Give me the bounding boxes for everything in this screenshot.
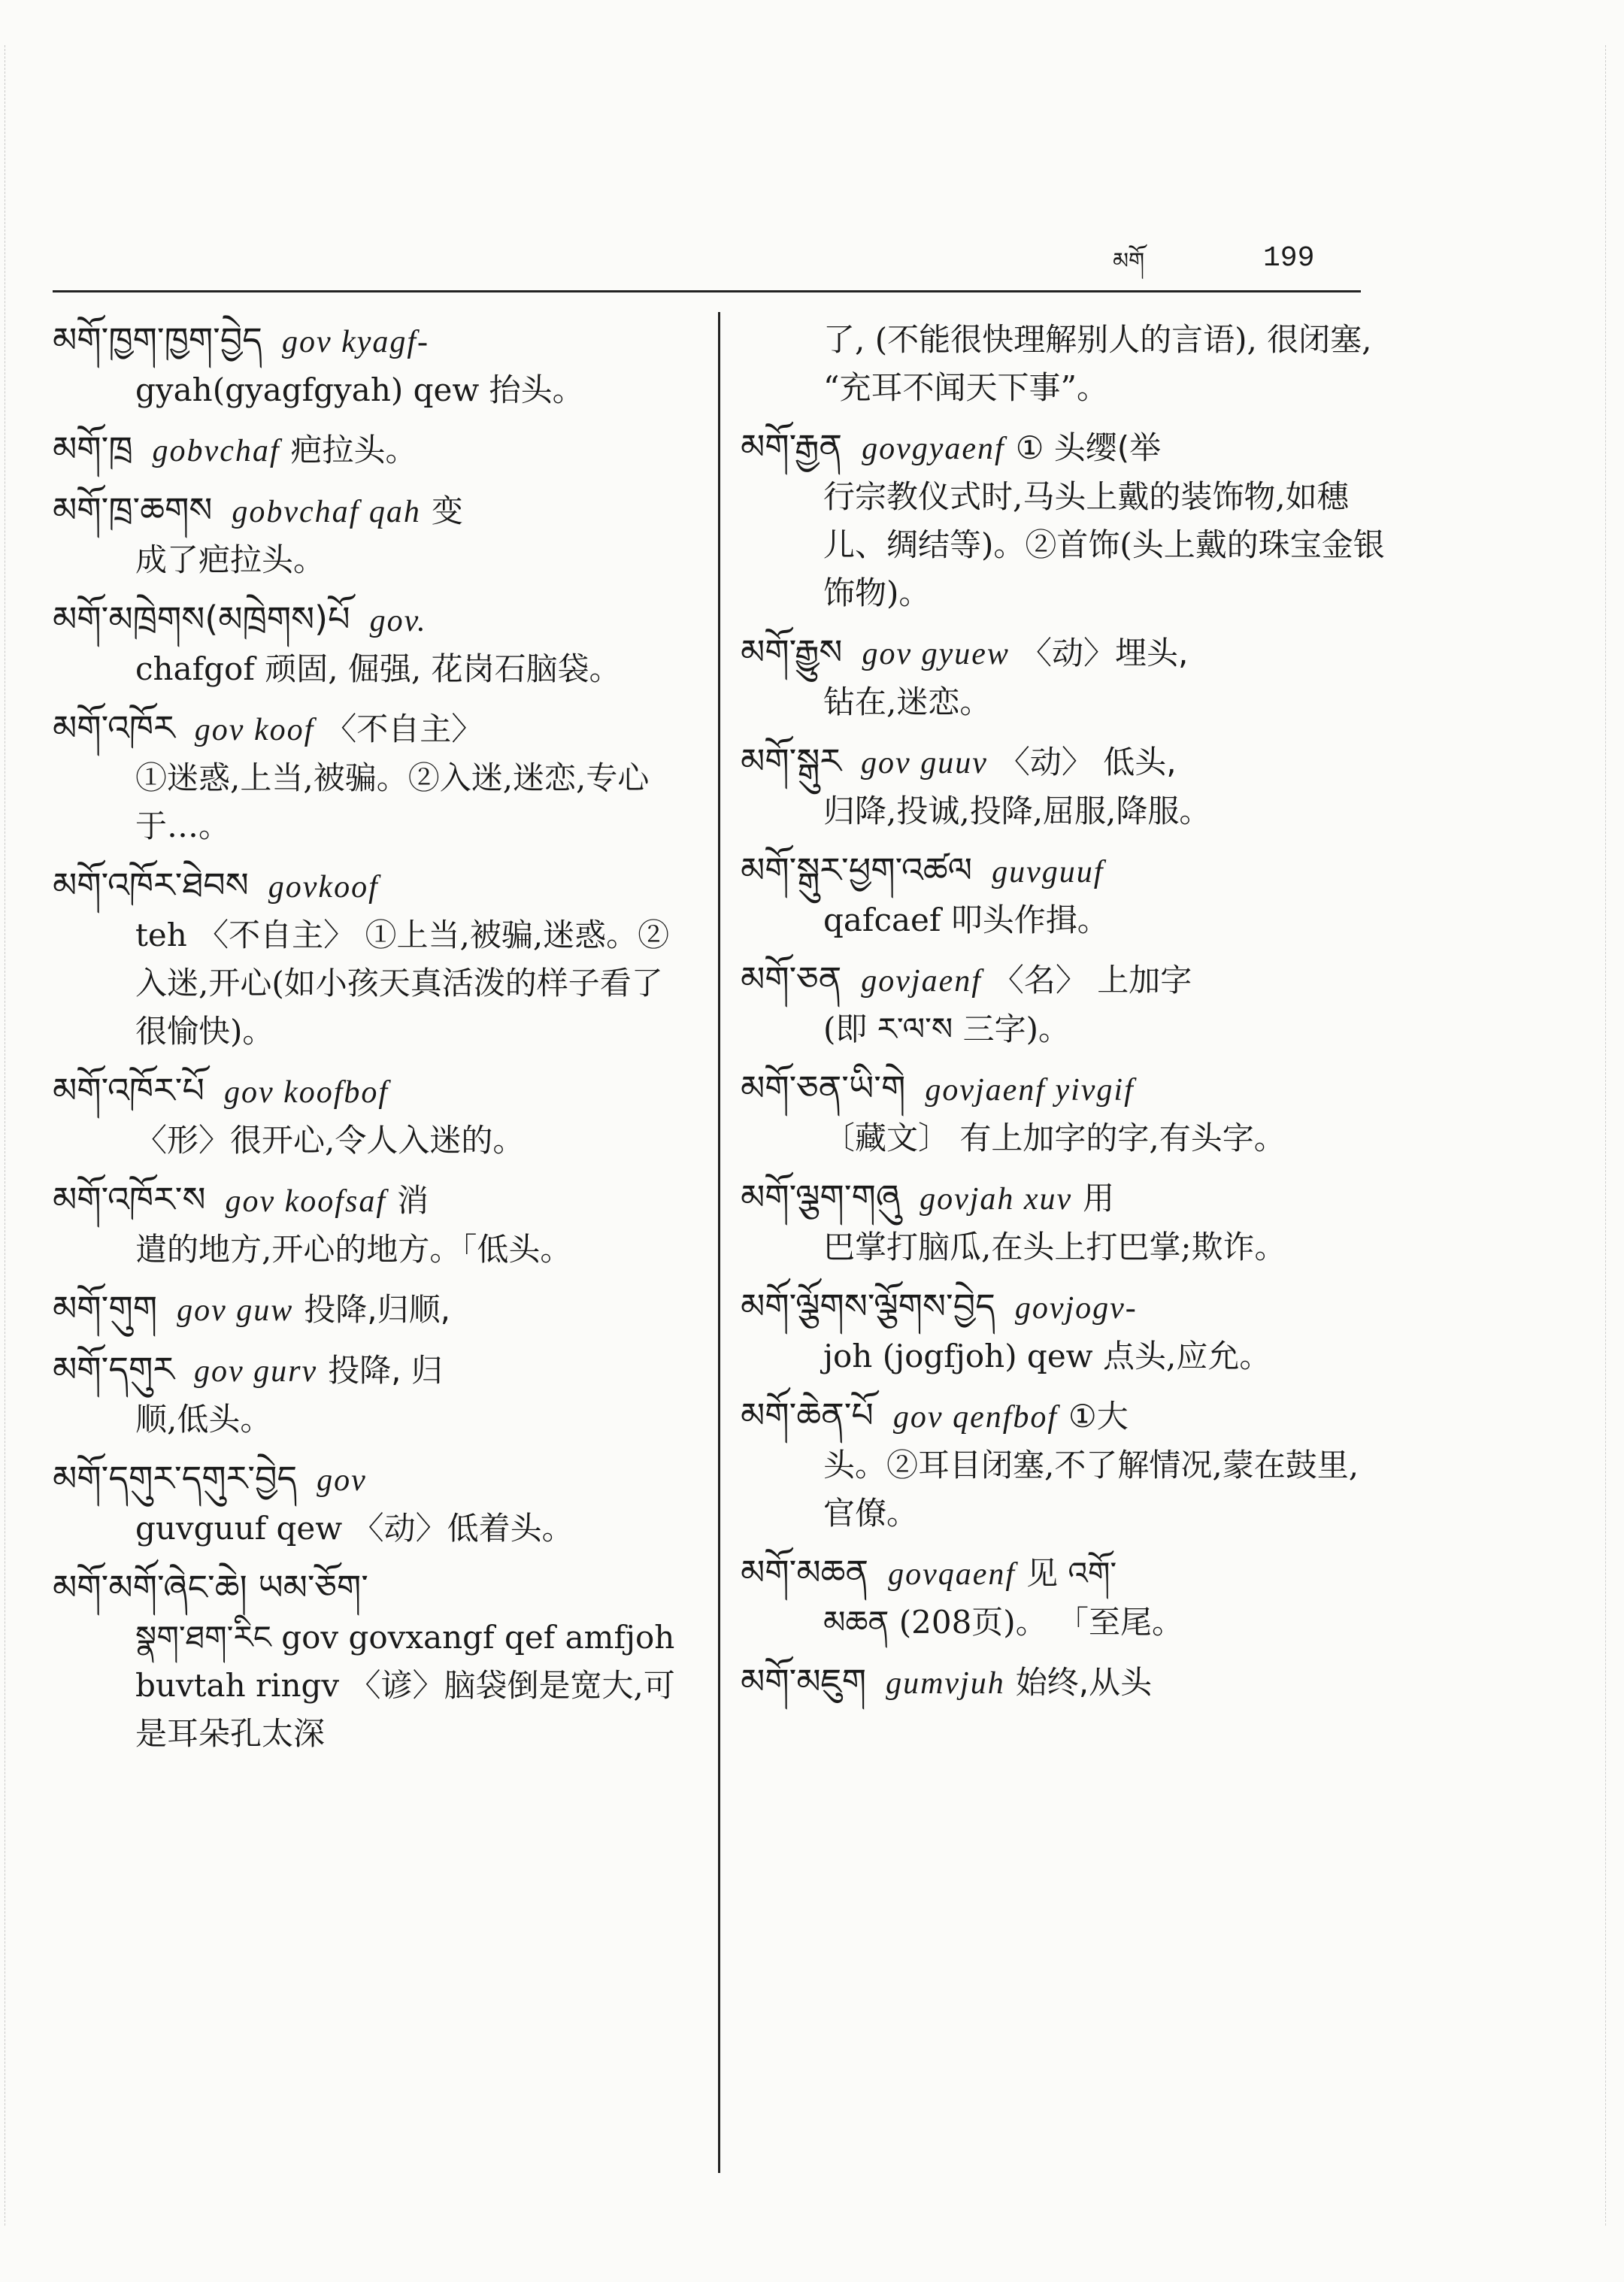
gloss: 见 འགོ་ bbox=[1026, 1555, 1117, 1592]
entry-body: guvguuf qew 〈动〉低着头。 bbox=[135, 1510, 574, 1547]
entry-body: 〔藏文〕 有上加字的字,有头字。 bbox=[823, 1120, 1286, 1156]
tibetan-headword: མགོ་ཅན་ཡི་གེ bbox=[741, 1068, 906, 1108]
tibetan-headword: མགོ་མཁྲེགས(མཁྲེགས)པོ bbox=[53, 599, 350, 639]
transliteration: govjaenf bbox=[861, 964, 982, 999]
entry-body: joh (jogfjoh) qew 点头,应允。 bbox=[823, 1338, 1271, 1374]
transliteration: gov koof bbox=[194, 713, 315, 747]
entry-body: 钻在,迷恋。 bbox=[823, 683, 992, 720]
continued-entry-text: 了, (不能很快理解别人的言语), 很闭塞, “充耳不闻天下事”。 bbox=[823, 321, 1372, 406]
gloss: 始终,从头 bbox=[1015, 1664, 1153, 1701]
transliteration: gov koofbof bbox=[223, 1075, 389, 1110]
entry-body: མཆན (208页)。 「至尾。 bbox=[823, 1604, 1184, 1641]
transliteration: gobvchaf bbox=[152, 434, 280, 468]
left-column bbox=[53, 316, 692, 1768]
dictionary-entry bbox=[53, 316, 692, 414]
dictionary-entry bbox=[741, 1173, 1387, 1271]
transliteration: govqaenf bbox=[888, 1557, 1017, 1592]
dictionary-entry bbox=[53, 486, 692, 584]
transliteration: gov gyuew bbox=[862, 637, 1010, 671]
transliteration: gobvchaf qah bbox=[232, 495, 421, 529]
transliteration: gov guw bbox=[177, 1293, 294, 1328]
transliteration: gov gurv bbox=[194, 1354, 318, 1389]
dictionary-entry bbox=[741, 1657, 1387, 1708]
dictionary-entry bbox=[741, 1391, 1387, 1538]
entry-body: ①迷惑,上当,被骗。②入迷,迷恋,专心于…。 bbox=[135, 759, 650, 844]
entry-body: gyah(gyagfgyah) qew 抬头。 bbox=[135, 371, 584, 408]
tibetan-headword: མགོ་འཁོར་ས bbox=[53, 1179, 206, 1220]
transliteration: gumvjuh bbox=[886, 1666, 1005, 1701]
dictionary-entry bbox=[53, 1175, 692, 1274]
gloss: 用 bbox=[1083, 1180, 1115, 1217]
entry-body: 顺,低头。 bbox=[135, 1401, 272, 1438]
gloss: 投降,归顺, bbox=[304, 1291, 450, 1328]
tibetan-headword: མགོ་ཁྲ bbox=[53, 429, 133, 469]
header-rule bbox=[53, 290, 1361, 292]
tibetan-headword: མགོ་སྒུར་ཕྱག་འཚལ bbox=[741, 850, 973, 890]
gloss: 〈不自主〉 bbox=[325, 711, 483, 747]
transliteration: govjogv- bbox=[1014, 1291, 1138, 1326]
transliteration: gov qenfbof bbox=[892, 1400, 1059, 1435]
scan-edge-left bbox=[0, 45, 5, 2226]
dictionary-entry bbox=[53, 1284, 692, 1335]
scan-edge-right bbox=[1605, 45, 1609, 2226]
transliteration: gov guuv bbox=[861, 746, 988, 780]
tibetan-headword: མགོ་དགུར bbox=[53, 1349, 175, 1390]
tibetan-headword: མགོ་ཁྲ་ཆགས bbox=[53, 489, 213, 530]
column-rule bbox=[718, 312, 720, 2173]
gloss: 疤拉头。 bbox=[290, 432, 417, 468]
dictionary-entry bbox=[53, 704, 692, 850]
dictionary-entry bbox=[53, 595, 692, 693]
page-header bbox=[53, 226, 1361, 293]
dictionary-entry bbox=[53, 861, 692, 1056]
running-head: མགོ bbox=[1113, 248, 1145, 274]
gloss: ①大 bbox=[1068, 1398, 1129, 1435]
tibetan-headword: མགོ་མཇུག bbox=[741, 1661, 867, 1702]
tibetan-headword: མགོ་མཆན bbox=[741, 1552, 869, 1593]
transliteration: govkoof bbox=[268, 870, 379, 905]
dictionary-entry bbox=[53, 425, 692, 475]
entry-body: 归降,投诚,投降,屈服,降服。 bbox=[823, 792, 1211, 829]
dictionary-entry bbox=[741, 423, 1387, 617]
entry-body: (即 ར་ལ་ས 三字)。 bbox=[823, 1011, 1071, 1047]
dictionary-entry bbox=[741, 846, 1387, 944]
dictionary-entry bbox=[741, 628, 1387, 726]
entry-body: 头。②耳目闭塞,不了解情况,蒙在鼓里,官僚。 bbox=[823, 1447, 1359, 1532]
tibetan-headword: མགོ་གུག bbox=[53, 1288, 158, 1329]
gloss: 〈动〉埋头, bbox=[1020, 635, 1189, 671]
entry-body: 行宗教仪式时,马头上戴的装饰物,如穗儿、绸结等)。②首饰(头上戴的珠宝金银饰物)。 bbox=[823, 478, 1385, 611]
transliteration: gov kyagf- bbox=[281, 325, 430, 359]
transliteration: gov koofsaf bbox=[225, 1184, 386, 1219]
tibetan-headword: མགོ་མགོ་ཞེང་ཆེ། ཡམ་ཅོག་ bbox=[53, 1567, 368, 1608]
gloss: ① 头缨(举 bbox=[1015, 429, 1162, 466]
gloss: 〈动〉 低头, bbox=[998, 744, 1177, 780]
tibetan-headword: མགོ་དགུར་དགུར་བྱེད bbox=[53, 1458, 298, 1499]
dictionary-entry bbox=[53, 1066, 692, 1165]
entry-body: 巴掌打脑瓜,在头上打巴掌;欺诈。 bbox=[823, 1229, 1286, 1265]
gloss: 消 bbox=[396, 1182, 429, 1219]
tibetan-headword: མགོ་སྒུར bbox=[741, 741, 842, 781]
tibetan-headword: མགོ་ཁྱག་ཁྱག་བྱེད bbox=[53, 320, 262, 360]
entry-body: 遣的地方,开心的地方。「低头。 bbox=[135, 1231, 572, 1268]
transliteration: govjaenf yivgif bbox=[925, 1073, 1135, 1108]
dictionary-entry bbox=[741, 955, 1387, 1053]
entry-body: teh 〈不自主〉 ①上当,被骗,迷惑。②入迷,开心(如小孩天真活泼的样子看了很愉快)。 bbox=[135, 917, 670, 1050]
tibetan-headword: མགོ་འཁོར་པོ bbox=[53, 1070, 205, 1111]
transliteration: govgyaenf bbox=[862, 432, 1005, 466]
dictionary-entry bbox=[53, 1454, 692, 1553]
tibetan-headword: མགོ་ལྕོགས་ལྕོགས་བྱེད bbox=[741, 1286, 995, 1326]
transliteration: guvguuf bbox=[992, 855, 1104, 889]
tibetan-headword: མགོ་ཅན bbox=[741, 959, 842, 999]
entry-body: 成了疤拉头。 bbox=[135, 541, 326, 578]
gloss: 〈名〉 上加字 bbox=[992, 962, 1192, 999]
tibetan-headword: མགོ་ཆེན་པོ bbox=[741, 1395, 874, 1435]
transliteration: gov bbox=[317, 1463, 367, 1498]
right-column bbox=[741, 316, 1387, 1718]
transliteration: gov. bbox=[369, 604, 427, 638]
dictionary-entry bbox=[741, 737, 1387, 835]
dictionary-entry bbox=[741, 1282, 1387, 1380]
dictionary-entry bbox=[53, 1563, 692, 1758]
tibetan-headword: མགོ་འཁོར་ཐེབས bbox=[53, 865, 249, 905]
entry-body: སྣག་ཐག་རིང gov govxangf qef amfjoh buvtah ringv 〈谚〉脑袋倒是宽大,可是耳朵孔太深 bbox=[135, 1619, 675, 1752]
page-number: 199 bbox=[1263, 242, 1315, 274]
tibetan-headword: མགོ་རྒྱུས bbox=[741, 632, 843, 672]
entry-body: qafcaef 叩头作揖。 bbox=[823, 902, 1109, 938]
gloss: 变 bbox=[431, 492, 463, 529]
transliteration: govjah xuv bbox=[920, 1182, 1073, 1217]
tibetan-headword: མགོ་ལྕག་གཞུ bbox=[741, 1177, 901, 1217]
dictionary-entry bbox=[741, 1548, 1387, 1647]
tibetan-headword: མགོ་རྒྱན bbox=[741, 426, 843, 467]
tibetan-headword: མགོ་འཁོར bbox=[53, 708, 175, 748]
entry-body: 〈形〉很开心,令人入迷的。 bbox=[135, 1122, 525, 1159]
entry-body: chafgof 顽固, 倔强, 花岗石脑袋。 bbox=[135, 650, 621, 687]
dictionary-entry bbox=[53, 1345, 692, 1444]
dictionary-entry bbox=[741, 1064, 1387, 1162]
gloss: 投降, 归 bbox=[328, 1352, 443, 1389]
